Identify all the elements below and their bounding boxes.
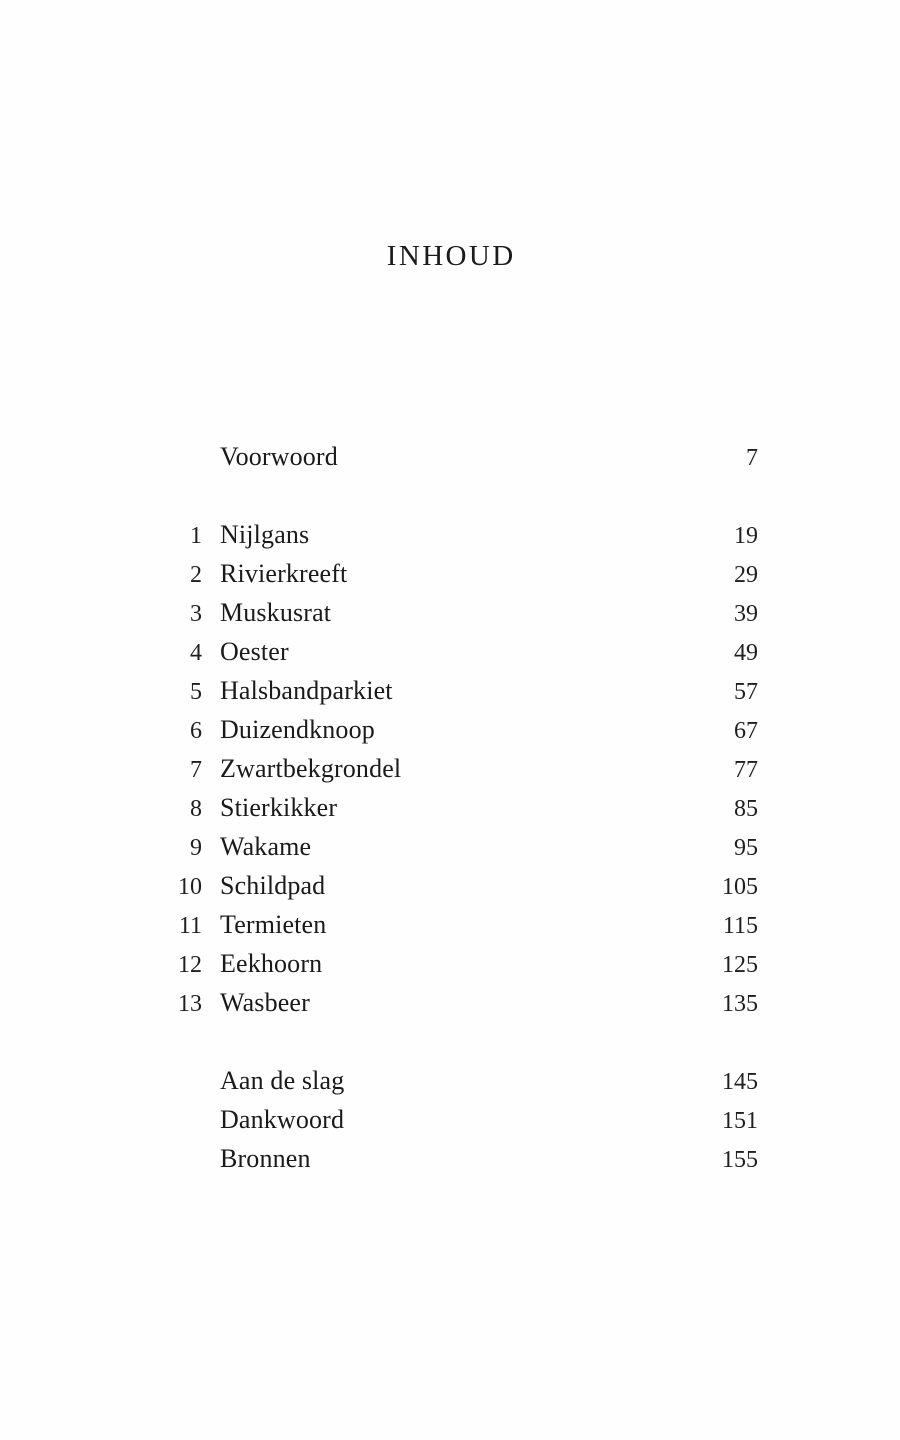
- toc-entry-title: Termieten: [220, 910, 327, 939]
- toc-entry[interactable]: [158, 983, 758, 1022]
- toc-entry-title: Muskusrat: [220, 598, 332, 627]
- toc-entry-number: 2: [190, 562, 202, 588]
- toc-entry-page-number: 29: [734, 562, 758, 588]
- page-title: INHOUD: [386, 240, 516, 272]
- toc-entry-title: Zwartbekgrondel: [220, 754, 402, 783]
- toc-entry[interactable]: [158, 788, 758, 827]
- toc-entry-title: Bronnen: [220, 1144, 311, 1173]
- toc-entry[interactable]: [158, 944, 758, 983]
- toc-entry-page-number: 67: [734, 718, 758, 744]
- toc-entry-number: 11: [178, 913, 202, 939]
- toc-entry[interactable]: [158, 710, 758, 749]
- toc-entry-number: 1: [190, 523, 202, 549]
- toc-entry-page-number: 39: [734, 601, 758, 627]
- toc-entry-page-number: 115: [722, 913, 758, 939]
- toc-entry-page-number: 151: [722, 1108, 758, 1134]
- toc-entry[interactable]: [158, 827, 758, 866]
- toc-entry-title: Stierkikker: [220, 793, 338, 822]
- toc-entry[interactable]: [158, 1139, 758, 1178]
- toc-entry-number: 4: [190, 640, 202, 666]
- toc-entry-number: 6: [190, 718, 202, 744]
- toc-entry[interactable]: [158, 905, 758, 944]
- toc-entry-title: Aan de slag: [220, 1066, 345, 1095]
- toc-entry-title: Halsbandparkiet: [220, 676, 393, 705]
- toc-entry-title: Nijlgans: [220, 520, 310, 549]
- toc-entry-number: 12: [178, 952, 202, 978]
- toc-entry-page-number: 77: [734, 757, 758, 783]
- toc-entry-page-number: 145: [722, 1069, 758, 1095]
- toc-entry-page-number: 7: [746, 445, 758, 471]
- toc-entry-number: 5: [190, 679, 202, 705]
- toc-entry-page-number: 19: [734, 523, 758, 549]
- toc-entry-title: Oester: [220, 637, 289, 666]
- toc-entry-number: 10: [178, 874, 202, 900]
- table-of-contents-list: [158, 437, 758, 1178]
- toc-entry-number: 3: [190, 601, 202, 627]
- toc-entry[interactable]: [158, 515, 758, 554]
- toc-entry-title: Wasbeer: [220, 988, 310, 1017]
- toc-entry[interactable]: [158, 632, 758, 671]
- toc-entry-page-number: 85: [734, 796, 758, 822]
- toc-entry-number: 9: [190, 835, 202, 861]
- toc-entry-page-number: 49: [734, 640, 758, 666]
- toc-entry-title: Duizendknoop: [220, 715, 375, 744]
- toc-entry[interactable]: [158, 1061, 758, 1100]
- toc-entry[interactable]: [158, 437, 758, 476]
- toc-entry-number: 8: [190, 796, 202, 822]
- toc-entry-page-number: 135: [722, 991, 758, 1017]
- toc-entry-title: Eekhoorn: [220, 949, 323, 978]
- toc-entry[interactable]: [158, 671, 758, 710]
- toc-entry-title: Rivierkreeft: [220, 559, 348, 588]
- toc-entry[interactable]: [158, 866, 758, 905]
- toc-entry[interactable]: [158, 1100, 758, 1139]
- toc-entry[interactable]: [158, 749, 758, 788]
- toc-entry-title: Schildpad: [220, 871, 326, 900]
- toc-entry-page-number: 57: [734, 679, 758, 705]
- toc-entry-title: Dankwoord: [220, 1105, 345, 1134]
- toc-entry[interactable]: [158, 593, 758, 632]
- toc-entry-page-number: 95: [734, 835, 758, 861]
- toc-entry-page-number: 125: [722, 952, 758, 978]
- toc-entry-number: 7: [190, 757, 202, 783]
- toc-entry-number: 13: [178, 991, 202, 1017]
- toc-entry-page-number: 105: [722, 874, 758, 900]
- toc-entry[interactable]: [158, 554, 758, 593]
- toc-entry-title: Voorwoord: [220, 442, 338, 471]
- toc-entry-title: Wakame: [220, 832, 312, 861]
- toc-entry-page-number: 155: [722, 1147, 758, 1173]
